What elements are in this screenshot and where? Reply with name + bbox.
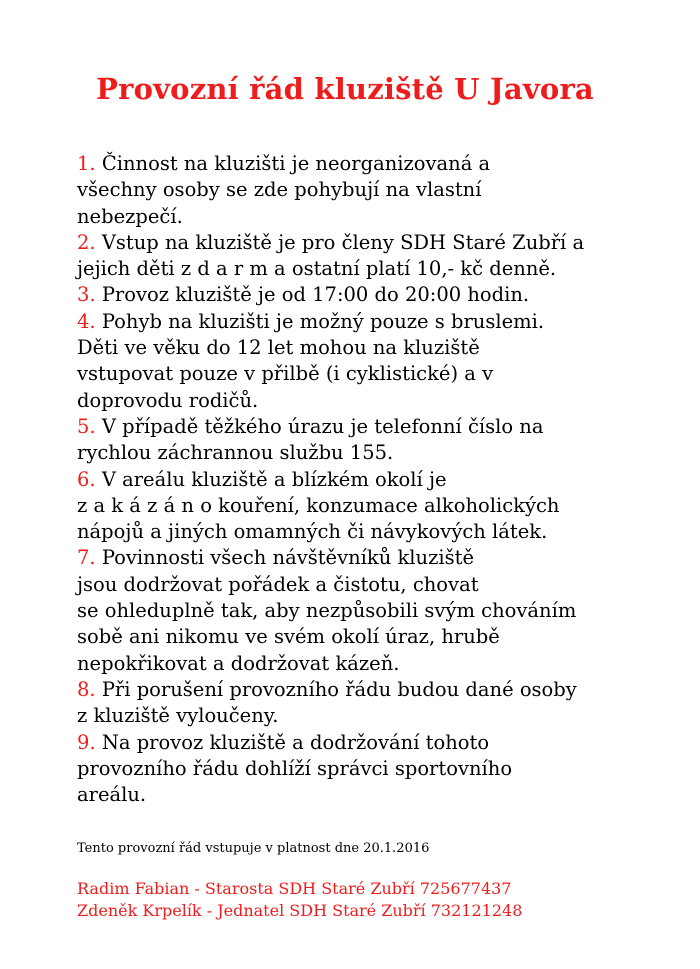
rule-line <box>77 756 677 782</box>
rule-line <box>77 467 677 493</box>
page-title: Provozní řád kluziště U Javora <box>96 72 594 106</box>
rule-text: z kluziště vyloučeny. <box>77 704 279 728</box>
signature-line-jednatel: Zdeněk Krpelík - Jednatel SDH Staré Zubří 732121248 <box>77 901 523 920</box>
rule-item <box>77 677 677 730</box>
validity-note: Tento provozní řád vstupuje v platnost dne 20.1.2016 <box>77 841 430 856</box>
rule-line <box>77 256 677 282</box>
signatures <box>77 878 522 922</box>
rule-text: se ohleduplně tak, aby nezpůsobili svým chováním <box>77 599 577 623</box>
rule-number: 6. <box>77 467 96 491</box>
rule-text: areálu. <box>77 783 147 807</box>
rule-text: z a k á z á n o kouření, konzumace alkoholických <box>77 493 560 517</box>
rule-text: Vstup na kluziště je pro členy SDH Staré Zubří a <box>101 230 585 254</box>
rule-line <box>77 440 677 466</box>
rule-number: 8. <box>77 677 96 701</box>
rule-item <box>77 467 677 546</box>
rule-line <box>77 545 677 571</box>
rule-text: jejich děti z d a r m a ostatní platí 10,- kč denně. <box>77 257 557 281</box>
rule-line <box>77 572 677 598</box>
rule-line <box>77 493 677 519</box>
rule-text: sobě ani nikomu ve svém okolí úraz, hrubě <box>77 625 500 649</box>
rule-text: nepokřikovat a dodržovat kázeň. <box>77 651 400 675</box>
rule-item <box>77 282 677 308</box>
rule-line <box>77 782 677 808</box>
rule-text: V areálu kluziště a blízkém okolí je <box>101 467 447 491</box>
rule-line <box>77 651 677 677</box>
rule-number: 7. <box>77 546 96 570</box>
signature-line-starosta: Radim Fabian - Starosta SDH Staré Zubří 725677437 <box>77 879 512 898</box>
rule-text: Činnost na kluzišti je neorganizovaná a <box>101 152 491 175</box>
rule-text: rychlou záchrannou službu 155. <box>77 441 394 465</box>
rule-text: vstupovat pouze v přilbě (i cyklistické) a v <box>77 362 494 386</box>
rule-text: V případě těžkého úrazu je telefonní číslo na <box>101 414 544 438</box>
rule-line <box>77 388 677 414</box>
rule-text: Povinnosti všech návštěvníků kluziště <box>101 546 474 570</box>
rule-item <box>77 309 677 414</box>
rule-line <box>77 230 677 256</box>
rule-number: 5. <box>77 414 96 438</box>
rule-line <box>77 282 677 308</box>
rule-line <box>77 730 677 756</box>
rule-text: Na provoz kluziště a dodržování tohoto <box>101 730 490 754</box>
rule-text: Děti ve věku do 12 let mohou na kluziště <box>77 336 480 360</box>
rule-text: Při porušení provozního řádu budou dané osoby <box>101 677 577 701</box>
rule-text: jsou dodržovat pořádek a čistotu, chovat <box>77 572 479 596</box>
rule-text: Pohyb na kluzišti je možný pouze s bruslemi. <box>101 309 545 333</box>
rule-number: 3. <box>77 283 96 307</box>
rule-line <box>77 335 677 361</box>
rule-line <box>77 309 677 335</box>
rule-item <box>77 151 677 230</box>
rule-line <box>77 703 677 729</box>
rule-line <box>77 177 677 203</box>
rule-text: provozního řádu dohlíží správci sportovního <box>77 756 513 780</box>
rule-text: Provoz kluziště je od 17:00 do 20:00 hodin. <box>101 283 530 307</box>
rule-number: 9. <box>77 730 96 754</box>
rule-text: nápojů a jiných omamných či návykových látek. <box>77 520 548 544</box>
rule-text: doprovodu rodičů. <box>77 388 259 412</box>
rule-line <box>77 151 677 177</box>
rule-line <box>77 677 677 703</box>
rule-line <box>77 624 677 650</box>
rule-text: nebezpečí. <box>77 204 183 228</box>
rule-line <box>77 204 677 230</box>
rule-line <box>77 519 677 545</box>
rule-item <box>77 414 677 467</box>
rule-line <box>77 414 677 440</box>
rules-list <box>77 151 677 808</box>
rule-number: 2. <box>77 230 96 254</box>
rule-line <box>77 598 677 624</box>
rule-item <box>77 230 677 283</box>
rule-item <box>77 545 677 676</box>
rule-line <box>77 361 677 387</box>
rule-text: všechny osoby se zde pohybují na vlastní <box>77 178 482 202</box>
rule-number: 4. <box>77 309 96 333</box>
rule-number: 1. <box>77 152 96 175</box>
rule-item <box>77 730 677 809</box>
